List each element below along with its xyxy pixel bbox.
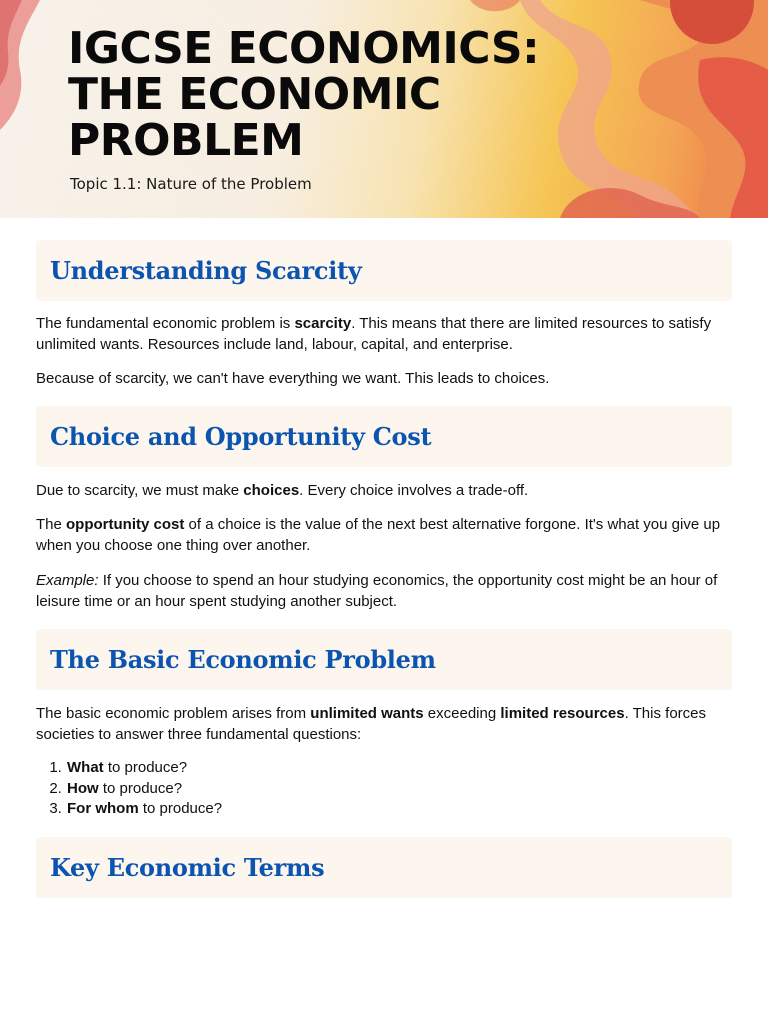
- list-item: 3. For whom to produce?: [66, 799, 732, 820]
- paragraph: Because of scarcity, we can't have everything we want. This leads to choices.: [36, 370, 550, 387]
- main-content: [36, 240, 732, 898]
- list-item: 2. How to produce?: [66, 779, 732, 800]
- questions-list: [36, 758, 732, 820]
- section-header-scarcity: [36, 240, 732, 301]
- section-heading: Choice and Opportunity Cost: [50, 422, 432, 451]
- list-item: 1. What to produce?: [66, 758, 732, 779]
- title-line-2: THE ECONOMIC: [68, 69, 441, 120]
- page-title: [68, 23, 540, 166]
- example-paragraph: Example: If you choose to spend an hour studying economics, the opportunity cost might be an hour of leisure time or an hour spent studying another subject.: [36, 572, 718, 610]
- page-subtitle: Topic 1.1: Nature of the Problem: [70, 175, 312, 193]
- title-line-1: IGCSE ECONOMICS:: [68, 23, 540, 74]
- paragraph: The fundamental economic problem is scarcity. This means that there are limited resources to satisfy unlimited wants. Resources include land, labour, capital, and enterprise.: [36, 315, 712, 353]
- section-heading: Understanding Scarcity: [50, 256, 362, 285]
- paragraph: Due to scarcity, we must make choices. Every choice involves a trade-off.: [36, 482, 529, 499]
- header-banner: [0, 0, 768, 218]
- paragraph: The opportunity cost of a choice is the value of the next best alternative forgone. It's what you give up when you choose one thing over another.: [36, 516, 721, 554]
- section-heading: The Basic Economic Problem: [50, 645, 436, 674]
- paragraph: The basic economic problem arises from unlimited wants exceeding limited resources. This forces societies to answer three fundamental questions:: [36, 705, 706, 743]
- section-heading: Key Economic Terms: [50, 852, 325, 882]
- title-line-3: PROBLEM: [68, 115, 304, 166]
- section-header-basic-problem: [36, 629, 732, 690]
- section-header-key-terms: [36, 837, 732, 898]
- section-header-choice: [36, 406, 732, 467]
